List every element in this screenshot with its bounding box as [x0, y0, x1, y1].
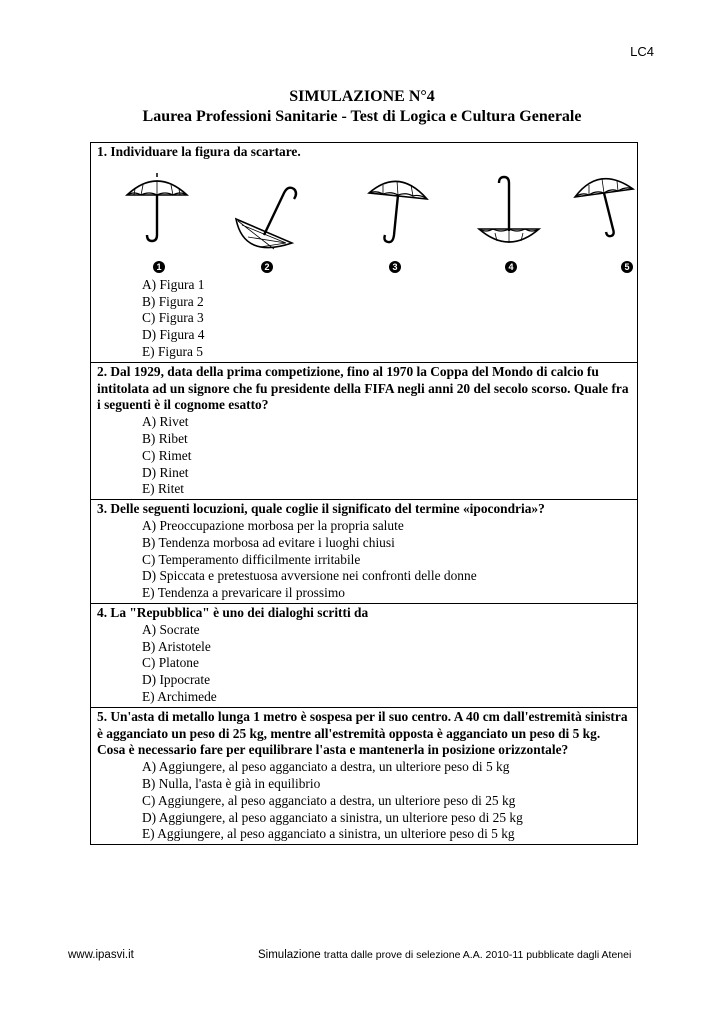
options-list	[97, 759, 631, 843]
option-e: E) Aggiungere, al peso agganciato a sinistra, un ulteriore peso di 5 kg	[142, 826, 515, 842]
option-a: A) Preoccupazione morbosa per la propria salute	[142, 517, 404, 533]
figure-number-1: 1	[153, 261, 165, 273]
page-code: LC4	[630, 44, 654, 59]
option-d: D) Rinet	[142, 464, 189, 480]
umbrella-figure-3	[363, 173, 433, 253]
figure-number-2: 2	[261, 261, 273, 273]
question-2	[91, 363, 637, 500]
option-b: B) Figura 2	[142, 293, 204, 309]
option-b: B) Tendenza morbosa ad evitare i luoghi chiusi	[142, 534, 395, 550]
figure-number-5: 5	[621, 261, 633, 273]
page-subtitle: Laurea Professioni Sanitarie - Test di Logica e Cultura Generale	[142, 108, 582, 125]
question-text: 1. Individuare la figura da scartare.	[97, 144, 301, 159]
options-list	[97, 622, 631, 706]
option-e: E) Tendenza a prevaricare il prossimo	[142, 585, 345, 601]
question-1	[91, 143, 637, 363]
option-c: C) Aggiungere, al peso agganciato a destra, un ulteriore peso di 25 kg	[142, 792, 516, 808]
option-c: C) Temperamento difficilmente irritabile	[142, 551, 361, 567]
page-title: SIMULAZIONE N°4	[289, 88, 435, 105]
option-e: E) Archimede	[142, 688, 217, 704]
umbrella-figures	[97, 161, 631, 277]
figure-number-3: 3	[389, 261, 401, 273]
option-e: E) Figura 5	[142, 343, 203, 359]
option-b: B) Nulla, l'asta è già in equilibrio	[142, 775, 321, 791]
option-b: B) Ribet	[142, 430, 188, 446]
option-d: D) Ippocrate	[142, 672, 211, 688]
umbrella-figure-1	[122, 171, 192, 251]
question-text: 4. La "Repubblica" è uno dei dialoghi scritti da	[97, 604, 369, 620]
question-text: 5. Un'asta di metallo lunga 1 metro è sospesa per il suo centro. A 40 cm dall'estremità sinistra è agganciato un peso di 25 kg, mentre all'estremità opposta è agganciato un peso di 5 kg. Cosa è necessario fare per equilibrare l'asta e mantenerla in posizione orizzontale?	[97, 708, 628, 758]
footer-website[interactable]: www.ipasvi.it	[68, 949, 134, 961]
option-a: A) Rivet	[142, 414, 189, 430]
question-text: 3. Delle seguenti locuzioni, quale coglie il significato del termine «ipocondria»?	[97, 501, 545, 517]
options-list	[97, 277, 631, 361]
question-text: 2. Dal 1929, data della prima competizione, fino al 1970 la Coppa del Mondo di calcio fu intitolata ad un signore che fu presidente della FIFA negli anni 20 del secolo scorso. Quale fra i seguenti è il cognome esatto?	[97, 363, 629, 413]
umbrella-figure-2	[234, 181, 304, 261]
footer-note	[258, 949, 631, 961]
options-list	[97, 518, 631, 602]
option-d: D) Figura 4	[142, 327, 205, 343]
question-3	[91, 500, 637, 604]
umbrella-figure-5	[571, 171, 641, 251]
option-c: C) Rimet	[142, 447, 192, 463]
option-c: C) Figura 3	[142, 310, 204, 326]
question-4	[91, 604, 637, 708]
option-d: D) Spiccata e pretestuosa avversione nei confronti delle donne	[142, 568, 477, 584]
option-c: C) Platone	[142, 655, 199, 671]
option-d: D) Aggiungere, al peso agganciato a sinistra, un ulteriore peso di 25 kg	[142, 809, 523, 825]
footer-note-detail: tratta dalle prove di selezione A.A. 2010-11 pubblicate dagli Atenei	[323, 949, 632, 961]
option-a: A) Aggiungere, al peso agganciato a destra, un ulteriore peso di 5 kg	[142, 759, 510, 775]
umbrella-figure-4	[473, 175, 543, 255]
option-b: B) Aristotele	[142, 638, 211, 654]
option-a: A) Figura 1	[142, 276, 205, 292]
questions-table	[90, 142, 638, 845]
footer-note-main: Simulazione	[258, 949, 321, 961]
option-e: E) Ritet	[142, 481, 185, 497]
option-a: A) Socrate	[142, 621, 200, 637]
options-list	[97, 414, 631, 498]
figure-number-4: 4	[505, 261, 517, 273]
question-5	[91, 708, 637, 844]
